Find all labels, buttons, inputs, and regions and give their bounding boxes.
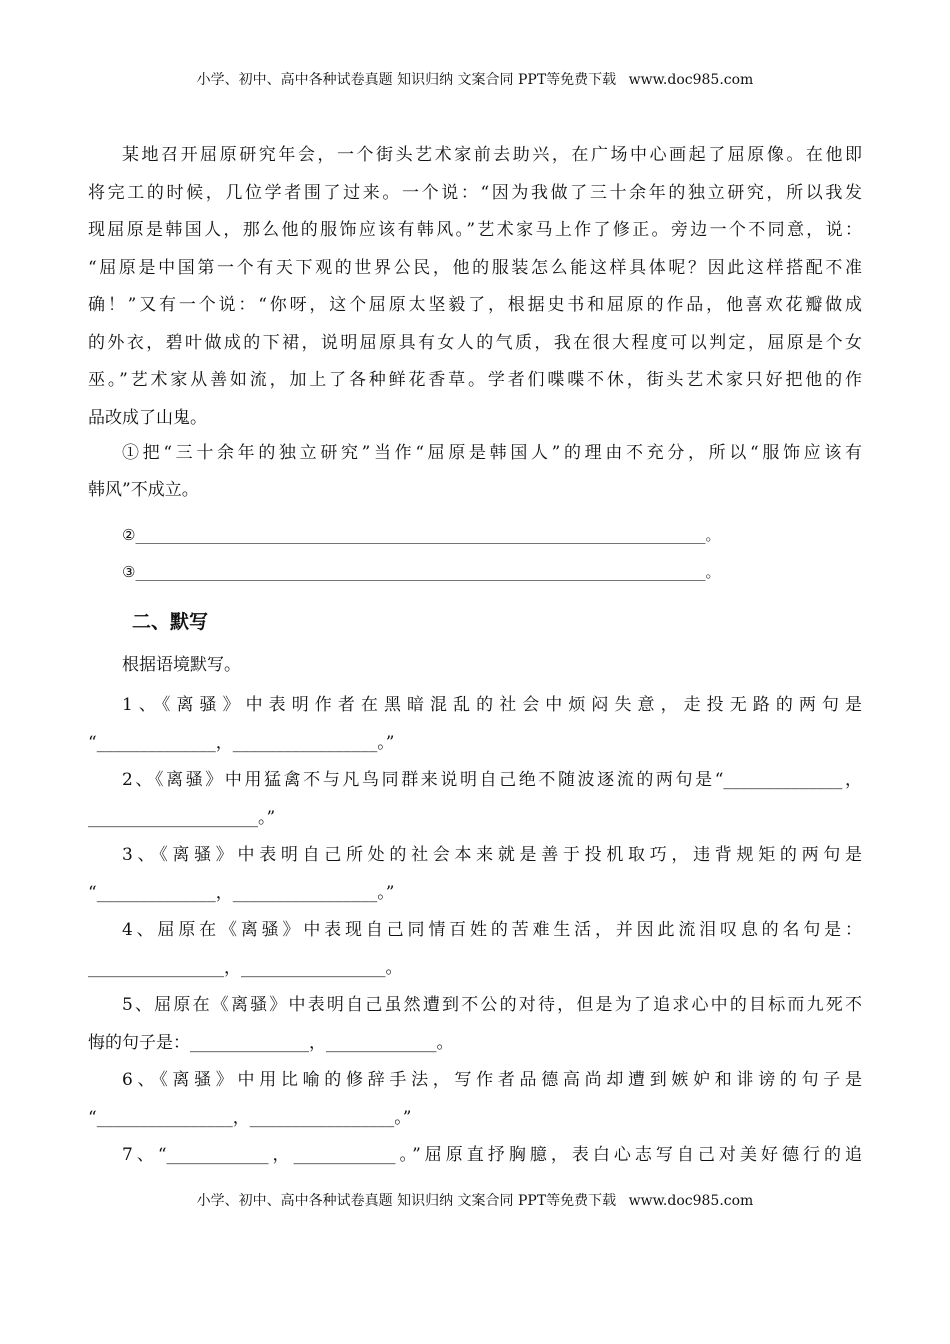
answer-line: ①把“三十余年的独立研究”当作“屈原是韩国人”的理由不充分，所以“服饰应该有 [122, 443, 862, 463]
question-blank[interactable]: ____________________。” [88, 808, 276, 828]
answer-blank[interactable]: ②____________________________________________________________________________。 [122, 526, 721, 544]
section-title: 二、默写 [132, 611, 209, 633]
footer-link[interactable]: www.doc985.com [628, 1193, 754, 1209]
passage-line: 现屈原是韩国人，那么他的服饰应该有韩风。”艺术家马上作了修正。旁边一个不同意，说： [88, 220, 862, 240]
passage-line: 巫。”艺术家从善如流，加上了各种鲜花香草。学者们喋喋不休，街头艺术家只好把他的作 [88, 370, 862, 390]
header-link[interactable]: www.doc985.com [628, 72, 754, 88]
question-line: 3、《离骚》中表明自己所处的社会本来就是善于投机取巧，违背规矩的两句是 [122, 845, 862, 865]
passage-line: “屈原是中国第一个有天下观的世界公民，他的服装怎么能这样具体呢？因此这样搭配不准 [88, 258, 862, 278]
passage-line: 确！”又有一个说：“你呀，这个屈原太坚毅了，根据史书和屈原的作品，他喜欢花瓣做成 [88, 295, 862, 315]
passage-line: 某地召开屈原研究年会，一个街头艺术家前去助兴，在广场中心画起了屈原像。在他即 [122, 145, 862, 165]
answer-blank[interactable]: ③____________________________________________________________________________。 [122, 563, 721, 581]
passage-line: 的外衣，碧叶做成的下裙，说明屈原具有女人的气质，我在很大程度可以判定，屈原是个女 [88, 333, 862, 353]
header-text: 小学、初中、高中各种试卷真题 知识归纳 文案合同 PPT等免费下载 [196, 72, 617, 88]
question-line: 2、《离骚》中用猛禽不与凡鸟同群来说明自己绝不随波逐流的两句是“______________， [122, 770, 862, 790]
footer-text: 小学、初中、高中各种试卷真题 知识归纳 文案合同 PPT等免费下载 [196, 1193, 617, 1209]
page-footer [0, 1192, 950, 1210]
question-line[interactable]: 7、“____________，____________。”屈原直抒胸臆，表白心志写自己对美好德行的追 [122, 1145, 862, 1165]
passage-line: 将完工的时候，几位学者围了过来。一个说：“因为我做了三十余年的独立研究，所以我发 [88, 183, 862, 203]
question-line: 5、屈原在《离骚》中表明自己虽然遭到不公的对待，但是为了追求心中的目标而九死不 [122, 995, 862, 1015]
question-line: 4、屈原在《离骚》中表现自己同情百姓的苦难生活，并因此流泪叹息的名句是： [122, 920, 862, 940]
question-blank[interactable]: “________________，_________________。” [88, 1108, 412, 1128]
page-header [0, 71, 950, 89]
question-blank[interactable]: ________________，_________________。 [88, 958, 403, 978]
answer-line: 韩风”不成立。 [88, 480, 199, 500]
passage-line: 品改成了山鬼。 [88, 408, 207, 428]
question-line: 6、《离骚》中用比喻的修辞手法，写作者品德高尚却遭到嫉妒和诽谤的句子是 [122, 1070, 862, 1090]
question-line: 1、《离骚》中表明作者在黑暗混乱的社会中烦闷失意，走投无路的两句是 [122, 695, 862, 715]
question-blank[interactable]: “______________，_________________。” [88, 733, 395, 753]
section-intro: 根据语境默写。 [122, 655, 241, 675]
question-blank[interactable]: “______________，_________________。” [88, 883, 395, 903]
question-blank[interactable]: 悔的句子是：______________，_____________。 [88, 1033, 454, 1053]
